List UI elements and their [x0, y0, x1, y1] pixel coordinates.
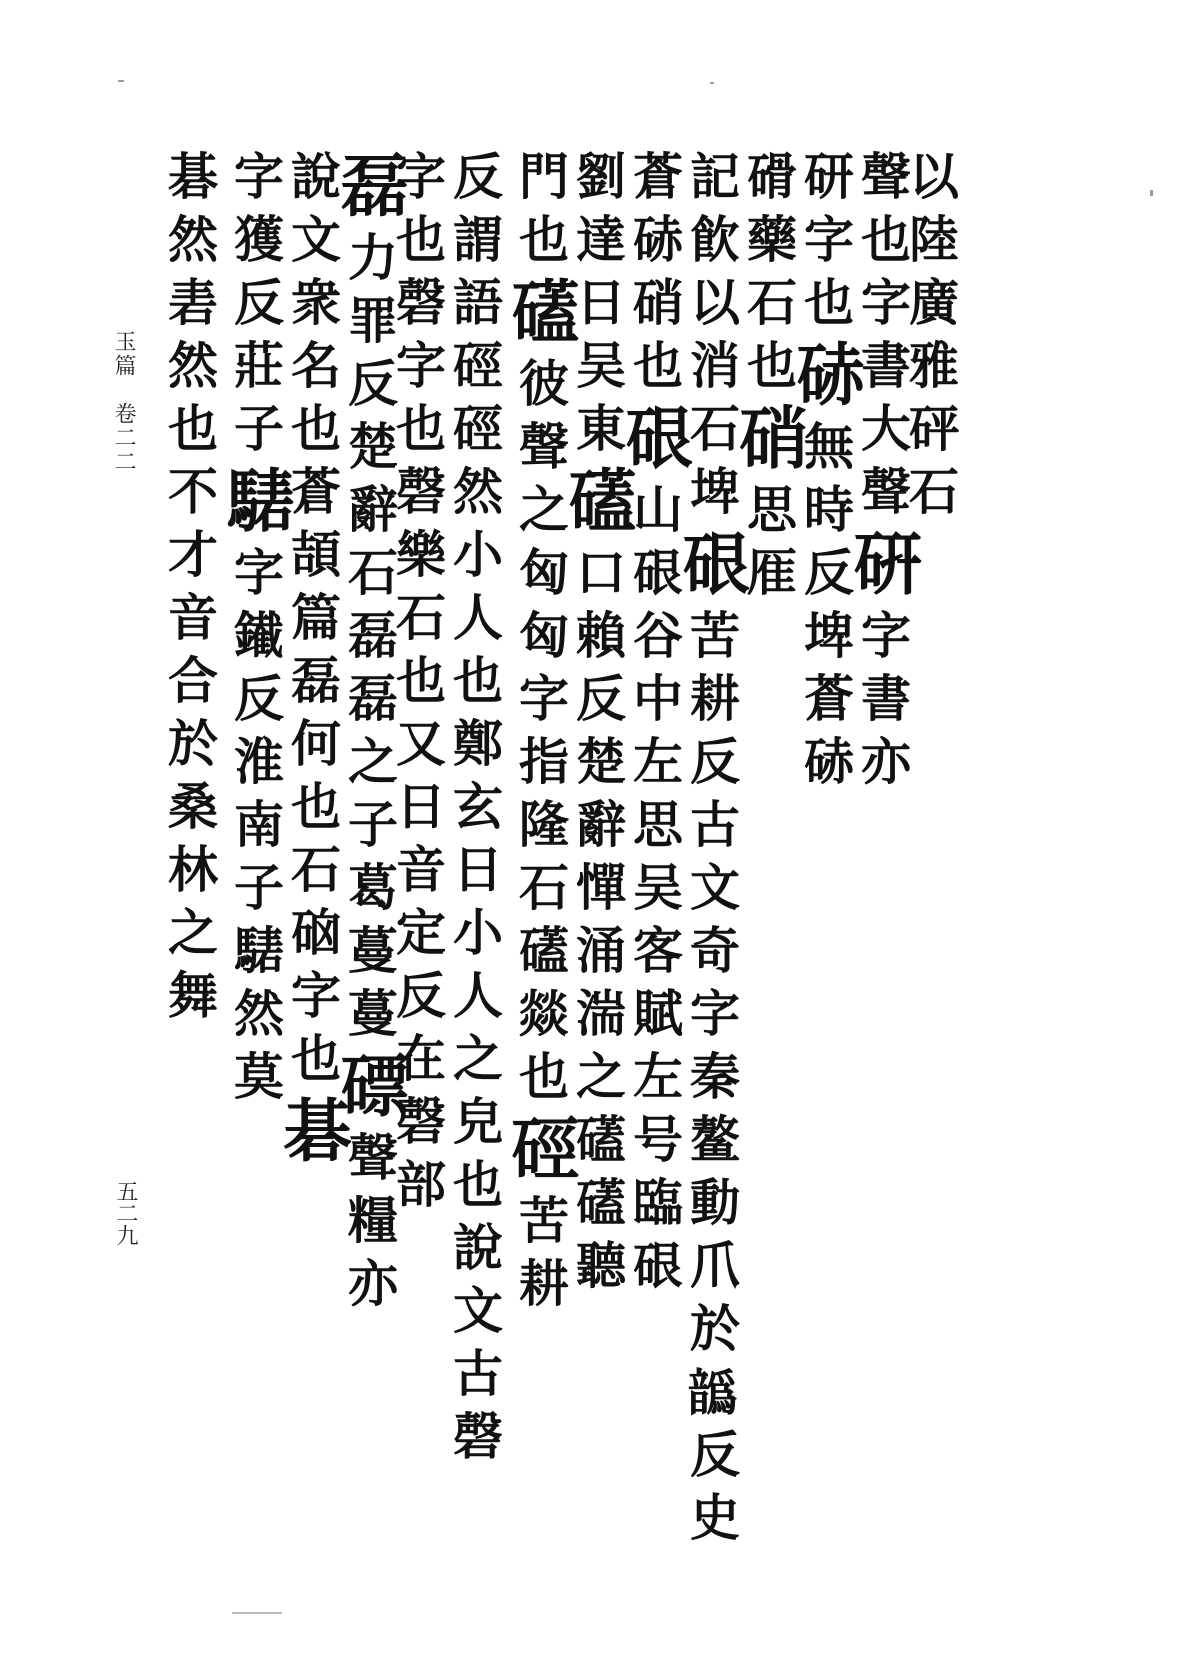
gloss-text: 字也磬字也磬樂石也又日音定反在磬部 [388, 150, 447, 1221]
scan-speck [232, 1612, 282, 1614]
gloss-text: 研字也 [796, 150, 855, 339]
headword: 磦 [329, 1050, 409, 1131]
gloss-text: 力罪反楚辭石磊磊之子葛蔓蔓 [340, 231, 399, 1050]
gloss-text: 說文衆名也蒼頡篇磊何也 [283, 150, 342, 843]
text-column [160, 150, 219, 1032]
headword: 騞 [215, 465, 295, 546]
scan-speck [710, 82, 714, 84]
gloss-text: 碁然砉然也 [160, 150, 219, 465]
gloss-text: 反史 [682, 1428, 741, 1554]
gloss-text: 字䥫反淮南子騞然莫 [226, 546, 285, 1113]
gloss-text: 口賴反楚辭憚涌湍之礚礚聽 [568, 546, 627, 1302]
scan-speck [1150, 190, 1153, 196]
gloss-text: 蒼硳硝也 [625, 150, 684, 402]
gloss-text: 反謂語硜硜然小人也鄭玄日小人之皃也說文古磬 [445, 150, 504, 1473]
headword: 硳 [785, 339, 865, 420]
gloss-text: 聲也字書大聲 [853, 150, 912, 528]
gloss-text: 山硍谷中左思吴客賦左号臨硍 [625, 483, 684, 1302]
gloss-text: 無時反埤蒼硳 [796, 420, 855, 798]
gloss-text: 字書亦 [853, 609, 912, 798]
headword: 硍 [614, 402, 694, 483]
gloss-text: 磆 [739, 150, 798, 213]
gloss-text: 不才音合於桑林之舞 [160, 465, 219, 1032]
headword: 礚 [557, 465, 637, 546]
gloss-text: 苦耕反古文奇字秦鳌動爪於𩑁 [682, 609, 741, 1428]
gloss-text: 門也 [511, 150, 570, 276]
headword: 礚 [500, 276, 580, 357]
gloss-text: 藥石也 [739, 213, 798, 402]
headword: 碁 [272, 1095, 352, 1176]
gloss-text: 苦耕 [511, 1194, 570, 1320]
scan-speck [118, 80, 124, 82]
text-column [500, 150, 580, 1320]
running-header: 玉篇 卷二二 [111, 330, 136, 474]
gloss-text: 字獲反莊子 [226, 150, 285, 465]
gloss-text: 劉達日吴東 [568, 150, 627, 465]
headword: 硜 [500, 1113, 580, 1194]
text-column [445, 150, 504, 1473]
headword: 硏 [842, 528, 922, 609]
gloss-text: 以陸廣雅砰石 [901, 150, 960, 528]
headword: 磊 [329, 150, 409, 231]
gloss-text: 記飮以消石埤 [682, 150, 741, 528]
gloss-text: 聲糧亦 [340, 1131, 399, 1320]
page-number: 五二九 [113, 1180, 138, 1246]
gloss-text: 思㕍 [739, 483, 798, 609]
headword: 硍 [671, 528, 751, 609]
gloss-text: 彼聲之匈匈字指隆石礚燚也 [511, 357, 570, 1113]
gloss-text: 石硇字也 [283, 843, 342, 1095]
text-column [215, 150, 295, 1113]
headword: 硝 [728, 402, 808, 483]
